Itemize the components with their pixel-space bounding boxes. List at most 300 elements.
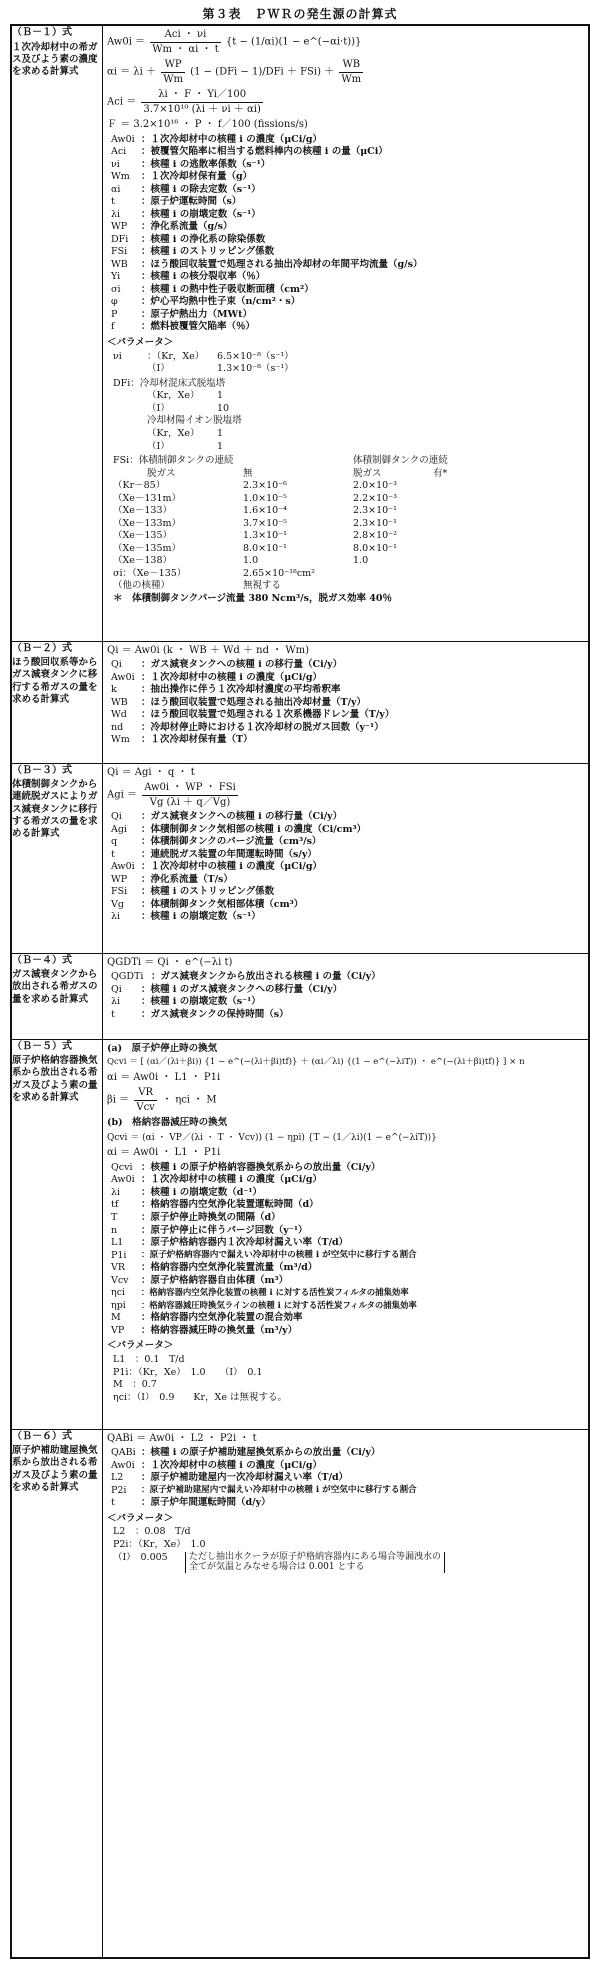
equation-b3-1: Qi ＝ Agi ・ q ・ t bbox=[107, 766, 195, 778]
section-b3-label-cell bbox=[11, 763, 103, 953]
definition-row bbox=[111, 824, 588, 837]
definition-text: ：１次冷却材中の核種 i の濃度（μCi/g） bbox=[141, 133, 322, 145]
definition-row bbox=[111, 1447, 588, 1460]
df-heading: 冷却材陽イオン脱塩塔 bbox=[147, 415, 242, 427]
equation-b5-b2: αi ＝ Aw0i ・ L1 ・ P1i bbox=[107, 1147, 221, 1159]
definition-text: ：ガス減衰タンクの保持時間（s） bbox=[141, 1008, 289, 1020]
definition-text: ：原子炉年間運転時間（d/y） bbox=[141, 1497, 271, 1509]
definition-text: ：核種 i の崩壊定数（d⁻¹） bbox=[141, 1186, 263, 1198]
definition-text: ：ガス減衰タンクへの核種 i の移行量（Ci/y） bbox=[141, 811, 343, 822]
nuclide: （Xe－131m） bbox=[113, 492, 182, 504]
section-b6-label-cell bbox=[11, 1429, 103, 1958]
definition-row bbox=[111, 874, 588, 887]
definition-row bbox=[111, 221, 588, 234]
definition-text: ：ほう酸回収装置で処理される抽出冷却材量（T/y） bbox=[141, 696, 367, 708]
definition-row bbox=[111, 146, 588, 159]
symbol: P1i bbox=[111, 1249, 127, 1261]
definition-row bbox=[111, 1225, 588, 1238]
symbol: f bbox=[111, 321, 115, 333]
definition-text: ：炉心平均熱中性子束（n/cm²・s） bbox=[141, 296, 301, 308]
definition-text: ：１次冷却材保有量（g） bbox=[141, 171, 253, 183]
definition-text: ：体積制御タンク気相部体積（cm³） bbox=[141, 898, 304, 910]
symbol: L2 bbox=[111, 1472, 124, 1484]
symbol: t bbox=[111, 196, 115, 208]
definition-row bbox=[111, 1009, 588, 1022]
symbol: k bbox=[111, 684, 117, 696]
definition-row bbox=[111, 296, 588, 309]
equation-number: （Ｂ－３）式 bbox=[12, 764, 72, 776]
symbol: λi bbox=[111, 996, 121, 1008]
definition-row bbox=[111, 697, 588, 710]
definition-row bbox=[111, 259, 588, 272]
equation-description: 原子炉補助建屋換気系から放出される希ガス及びよう素の量を求める計算式 bbox=[12, 1445, 98, 1494]
numerator: λi ・ F ・ Yi／100 bbox=[141, 88, 263, 103]
definition-row bbox=[111, 984, 588, 997]
fs-value: 2.3×10⁻⁶ bbox=[243, 480, 287, 492]
definition-text: ：核種 i の崩壊定数（s⁻¹） bbox=[141, 911, 261, 923]
case-heading: (a) 原子炉停止時の換気 bbox=[107, 1042, 218, 1054]
definition-text: ：核種 i の熱中性子吸収断面積（cm²） bbox=[141, 283, 314, 295]
definition-row bbox=[111, 861, 588, 874]
symbol: FSi bbox=[111, 246, 128, 258]
symbol: nd bbox=[111, 721, 124, 733]
param-target: ：（Kr，Xe） bbox=[147, 350, 205, 362]
fs-row bbox=[113, 493, 588, 506]
definition-row bbox=[111, 886, 588, 899]
note-line: ただし抽出水クーラが原子炉格納容器内にある場合等漏洩水の bbox=[189, 1551, 442, 1562]
equation-description: ガス減衰タンクから放出される希ガスの量を求める計算式 bbox=[12, 969, 98, 1005]
param-row bbox=[113, 441, 588, 454]
fs-value: 1.0 bbox=[243, 555, 259, 567]
definition-text: ：冷却材停止時における１次冷却材の脱ガス回数（y⁻¹） bbox=[141, 721, 384, 733]
symbol: t bbox=[111, 1008, 115, 1020]
definition-row bbox=[111, 1472, 588, 1485]
numerator: WB bbox=[339, 58, 363, 73]
symbol: Yi bbox=[111, 271, 121, 283]
symbol: αi bbox=[111, 183, 121, 195]
symbol: νi bbox=[111, 158, 120, 170]
definition-row bbox=[111, 1212, 588, 1225]
definition-row bbox=[111, 134, 588, 147]
definition-row bbox=[111, 1300, 588, 1313]
fs-value: 3.7×10⁻⁵ bbox=[243, 517, 287, 529]
denominator: Wm bbox=[163, 73, 183, 85]
sigma-value: 2.65×10⁻¹⁸cm² bbox=[243, 567, 315, 579]
definition-text: ：１次冷却材保有量（T） bbox=[141, 734, 253, 746]
sigma-symbol: σi：（Xe－135） bbox=[113, 567, 187, 579]
definition-text: ：ほう酸回収装置で処理される抽出冷却材の年間平均流量（g/s） bbox=[141, 258, 423, 270]
symbol: T bbox=[111, 1211, 118, 1223]
fs-heading-right: 体積制御タンクの連続 bbox=[353, 455, 448, 467]
symbol: L1 bbox=[111, 1237, 124, 1249]
numerator: Aci ・ νi bbox=[150, 28, 220, 43]
symbol: q bbox=[111, 836, 118, 848]
section-b3-body bbox=[103, 763, 590, 953]
equation-b1-2 bbox=[107, 58, 588, 86]
definition-text: ：ガス減衰タンクから放出される核種 i の量（Ci/y） bbox=[151, 971, 381, 982]
definition-text: ：原子炉停止に伴うパージ回数（y⁻¹） bbox=[141, 1224, 308, 1236]
param-row: M ：0.7 bbox=[113, 1379, 157, 1391]
definition-row bbox=[111, 1287, 588, 1300]
equation-number: （Ｂ－５）式 bbox=[12, 1040, 72, 1052]
sigma-symbol: （他の核種） bbox=[113, 580, 171, 592]
fraction bbox=[142, 781, 238, 809]
definition-row bbox=[111, 234, 588, 247]
definition-text: ：原子炉格納容器内で漏えい冷却材中の核種 i が空気中に移行する割合 bbox=[141, 1249, 417, 1260]
fraction bbox=[141, 88, 263, 116]
equation-description: ほう酸回収系等からガス減衰タンクに移行する希ガスの量を求める計算式 bbox=[12, 657, 98, 706]
equation-description: １次冷却材中の希ガス及びよう素の濃度を求める計算式 bbox=[12, 41, 98, 78]
fs-row bbox=[113, 543, 588, 556]
fs-row bbox=[113, 530, 588, 543]
denominator: Wm bbox=[341, 73, 362, 85]
definition-row bbox=[111, 1237, 588, 1250]
definition-row bbox=[111, 1275, 588, 1288]
definition-text: ：原子炉停止時換気の間隔（d） bbox=[141, 1211, 281, 1223]
parameter-heading: ＜パラメータ＞ bbox=[107, 1340, 174, 1352]
fs-sub: 有* bbox=[433, 467, 448, 479]
definition-row bbox=[111, 246, 588, 259]
definition-row bbox=[111, 1325, 588, 1338]
definition-list-b1 bbox=[103, 134, 588, 335]
fraction bbox=[339, 58, 363, 86]
nuclide: （Xe－135） bbox=[113, 530, 173, 542]
symbol: FSi bbox=[111, 886, 128, 898]
fs-subheader bbox=[113, 468, 588, 481]
definition-row bbox=[111, 209, 588, 222]
definition-row bbox=[111, 271, 588, 284]
bracket-note bbox=[185, 1552, 445, 1574]
symbol: t bbox=[111, 848, 115, 860]
param-row bbox=[113, 351, 588, 364]
param-value: 1 bbox=[217, 390, 224, 402]
definition-row bbox=[111, 1187, 588, 1200]
definition-row bbox=[111, 836, 588, 849]
param-row-last bbox=[113, 1552, 588, 1574]
param-value: 6.5×10⁻⁸（s⁻¹） bbox=[217, 350, 294, 362]
section-b2-label-cell bbox=[11, 641, 103, 763]
definition-text: ：核種 i の原子炉格納容器換気系からの放出量（Ci/y） bbox=[141, 1161, 381, 1173]
symbol: Agi bbox=[111, 823, 127, 835]
symbol: σi bbox=[111, 283, 121, 295]
equation-b1-3 bbox=[107, 88, 588, 116]
equation-b1-1 bbox=[107, 28, 588, 56]
definition-row bbox=[111, 159, 588, 172]
symbol: M bbox=[111, 1312, 121, 1324]
definition-row bbox=[111, 309, 588, 322]
definition-text: ：核種 i の原子炉補助建屋換気系からの放出量（Ci/y） bbox=[141, 1447, 381, 1458]
parameter-heading: ＜パラメータ＞ bbox=[107, 337, 174, 348]
symbol: Aw0i bbox=[111, 861, 135, 873]
fs-value: 8.0×10⁻¹ bbox=[353, 542, 397, 554]
definition-row bbox=[111, 911, 588, 924]
param-target: （I） bbox=[147, 402, 170, 414]
definition-row bbox=[111, 184, 588, 197]
definition-text: ：抽出操作に伴う１次冷却材濃度の平均希釈率 bbox=[141, 684, 341, 696]
symbol: WP bbox=[111, 221, 128, 233]
definition-text: ：１次冷却材中の核種 i の濃度（μCi/g） bbox=[141, 1459, 322, 1471]
section-b2 bbox=[11, 641, 589, 763]
page-title: 第３表 ＰＷＲの発生源の計算式 bbox=[202, 7, 398, 21]
definition-row bbox=[111, 1312, 588, 1325]
definition-text: ：体積制御タンク気相部の核種 i の濃度（Ci/cm³） bbox=[141, 823, 367, 835]
section-b3 bbox=[11, 763, 589, 953]
symbol: λi bbox=[111, 1186, 121, 1198]
fs-value: 1.0 bbox=[353, 555, 369, 567]
equation-b5-b1: Qcvi ＝ (αi ・ VP／(λi ・ T ・ Vcv)) (1 − ηpi) {T − (1／λi)(1 − e^(−λiT))} bbox=[107, 1133, 437, 1144]
fs-row bbox=[113, 555, 588, 568]
denominator: Vg (λi ＋ q／Vg) bbox=[149, 796, 231, 808]
symbol: λi bbox=[111, 911, 121, 923]
definition-row bbox=[111, 899, 588, 912]
fs-value: 8.0×10⁻¹ bbox=[243, 542, 287, 554]
definition-row bbox=[111, 996, 588, 1009]
definition-row bbox=[111, 321, 588, 334]
definition-text: ：原子炉熱出力（MWt） bbox=[141, 308, 253, 320]
param-value: 1 bbox=[217, 428, 224, 439]
section-b1 bbox=[11, 25, 589, 641]
fraction bbox=[161, 58, 185, 86]
param-row bbox=[113, 363, 588, 376]
symbol: tf bbox=[111, 1199, 119, 1211]
definition-row bbox=[111, 659, 588, 672]
symbol: Aw0i bbox=[111, 671, 135, 683]
symbol: WB bbox=[111, 696, 128, 708]
equation-b5-a2: αi ＝ Aw0i ・ L1 ・ P1i bbox=[107, 1071, 221, 1083]
param-subheading bbox=[113, 378, 588, 391]
formula-table bbox=[10, 24, 590, 1959]
symbol: Qi bbox=[111, 659, 122, 670]
param-value: 1.3×10⁻⁸（s⁻¹） bbox=[217, 363, 294, 375]
definition-row bbox=[111, 672, 588, 685]
eq-lhs: αi ＝ λi ＋ bbox=[107, 66, 157, 78]
definition-text: ：核種 i の浄化系の除染係数 bbox=[141, 233, 266, 245]
param-value: 10 bbox=[217, 402, 230, 414]
definition-text: ：格納容器内空気浄化装置の核種 i に対する活性炭フィルタの捕集効率 bbox=[141, 1287, 409, 1298]
equation-number: （Ｂ－４）式 bbox=[12, 954, 72, 966]
equation-number: （Ｂ－１）式 bbox=[12, 27, 72, 38]
df-heading: DFi：冷却材混床式脱塩塔 bbox=[113, 377, 226, 389]
nuclide: （Xe－135m） bbox=[113, 542, 182, 554]
definition-text: ：核種 i の核分裂収率（％） bbox=[141, 271, 266, 283]
symbol: Qi bbox=[111, 811, 122, 822]
symbol: ηpi bbox=[111, 1299, 126, 1311]
symbol: Qcvi bbox=[111, 1161, 133, 1173]
symbol: φ bbox=[111, 296, 118, 308]
symbol: n bbox=[111, 1224, 118, 1236]
fs-header bbox=[113, 455, 588, 468]
definition-row bbox=[111, 1497, 588, 1510]
nuclide: （Xe－133m） bbox=[113, 517, 182, 529]
param-target: （Kr，Xe） bbox=[147, 390, 200, 402]
definition-text: ：格納容器内空気浄化装置流量（m³/d） bbox=[141, 1262, 318, 1274]
fs-row bbox=[113, 480, 588, 493]
nuclide: （Xe－133） bbox=[113, 505, 173, 517]
eq-lhs: Agi ＝ bbox=[107, 789, 137, 801]
definition-text: ：浄化系流量（T/s） bbox=[141, 873, 233, 885]
param-row: ηci：（I） 0.9 Kr，Xe は無視する。 bbox=[113, 1391, 287, 1403]
section-b6 bbox=[11, 1429, 589, 1958]
symbol: WB bbox=[111, 258, 128, 270]
definition-row bbox=[111, 1460, 588, 1473]
definition-row bbox=[111, 684, 588, 697]
symbol: VR bbox=[111, 1262, 126, 1274]
symbol: Vcv bbox=[111, 1274, 129, 1286]
symbol: P bbox=[111, 308, 118, 320]
definition-text: ：核種 i のストリッピング係数 bbox=[141, 246, 275, 258]
definition-text: ：原子炉補助建屋内一次冷却材漏えい率（T/d） bbox=[141, 1472, 349, 1484]
definition-row bbox=[111, 709, 588, 722]
section-b4-label-cell bbox=[11, 953, 103, 1039]
fs-sub: 無 bbox=[243, 467, 253, 479]
eq-lhs: βi ＝ bbox=[107, 1094, 130, 1106]
section-b1-label-cell bbox=[11, 25, 103, 641]
sigma-row bbox=[113, 580, 588, 593]
symbol: DFi bbox=[111, 233, 129, 245]
definition-row bbox=[111, 971, 588, 984]
denominator: Vcv bbox=[136, 1101, 155, 1113]
param-target: （Kr，Xe） bbox=[147, 428, 200, 439]
numerator: VR bbox=[134, 1086, 156, 1101]
definition-row bbox=[111, 196, 588, 209]
param-value: （I） 0.005 bbox=[113, 1551, 168, 1563]
param-row: P2i：（Kr，Xe） 1.0 bbox=[113, 1539, 206, 1550]
fs-value: 2.3×10⁻¹ bbox=[353, 517, 397, 529]
definition-text: ：１次冷却材中の核種 i の濃度（μCi/g） bbox=[141, 671, 322, 683]
fs-row bbox=[113, 518, 588, 531]
equation-b5-a3 bbox=[107, 1086, 588, 1114]
definition-text: ：格納容器減圧時換気ラインの核種 i に対する活性炭フィルタの捕集効率 bbox=[141, 1299, 417, 1310]
definition-text: ：浄化系流量（g/s） bbox=[141, 221, 233, 233]
denominator: Wm ・ αi ・ t bbox=[152, 43, 219, 55]
param-value: 1 bbox=[217, 440, 224, 452]
fs-value: 2.3×10⁻¹ bbox=[353, 505, 397, 517]
definition-row bbox=[111, 849, 588, 862]
eq-tail: {t − (1/αi)(1 − e^(−αi·t))} bbox=[225, 36, 362, 48]
definition-row bbox=[111, 722, 588, 735]
fs-row bbox=[113, 505, 588, 518]
symbol: Vg bbox=[111, 898, 124, 910]
param-row bbox=[113, 428, 588, 441]
fs-value: 1.0×10⁻⁵ bbox=[243, 492, 287, 504]
param-subheading bbox=[113, 415, 588, 428]
symbol: Aw0i bbox=[111, 1174, 135, 1186]
footnote: ＊ 体積制御タンクパージ流量 380 Ncm³/s，脱ガス効率 40％ bbox=[113, 592, 393, 604]
symbol: t bbox=[111, 1497, 115, 1509]
section-b6-body bbox=[103, 1429, 590, 1958]
equation-b6: QABi ＝ Aw0i ・ L2 ・ P2i ・ t bbox=[107, 1432, 257, 1444]
definition-text: ：ガス減衰タンクへの核種 i の移行量（Ci/y） bbox=[141, 659, 343, 670]
param-row: L2 ：0.08 T/d bbox=[113, 1526, 191, 1538]
fs-value: 1.3×10⁻¹ bbox=[243, 530, 287, 542]
fs-sub: 脱ガス bbox=[147, 467, 176, 479]
symbol: Wd bbox=[111, 709, 127, 721]
case-heading: (b) 格納容器減圧時の換気 bbox=[107, 1117, 228, 1129]
section-b4 bbox=[11, 953, 589, 1039]
fraction bbox=[134, 1086, 156, 1114]
equation-b5-a1: Qcvi ＝ [ (αi／(λi＋βi)) {1 − e^(−(λi＋βi)tf)} ＋ (αi／λi) {(1 − e^(−λiT)) ・ e^(−(λi＋βi)tf)} ] × n bbox=[107, 1057, 525, 1068]
fraction bbox=[150, 28, 220, 56]
definition-text: ：核種 i の除去定数（s⁻¹） bbox=[141, 183, 261, 195]
fs-value: 2.0×10⁻³ bbox=[353, 480, 397, 492]
fs-heading-left: FSi：体積制御タンクの連続 bbox=[113, 455, 234, 467]
param-row: L1 ：0.1 T/d bbox=[113, 1354, 185, 1366]
sigma-row bbox=[113, 568, 588, 581]
definition-row bbox=[111, 1262, 588, 1275]
symbol: VP bbox=[111, 1324, 125, 1336]
definition-text: ：燃料被覆管欠陥率（％） bbox=[141, 321, 256, 333]
param-symbol: νi bbox=[113, 350, 122, 362]
fs-value: 2.2×10⁻³ bbox=[353, 492, 397, 504]
symbol: P2i bbox=[111, 1484, 127, 1496]
definition-text: ：格納容器減圧時の換気量（m³/y） bbox=[141, 1324, 298, 1336]
fs-value: 1.6×10⁻⁴ bbox=[243, 505, 287, 517]
nuclide: （Kr－85） bbox=[113, 480, 166, 492]
section-b5 bbox=[11, 1039, 589, 1429]
eq-tail: ・ ηci ・ M bbox=[162, 1094, 217, 1106]
definition-text: ：核種 i のストリッピング係数 bbox=[141, 886, 275, 898]
sigma-value: 無視する bbox=[243, 580, 282, 592]
symbol: Aci bbox=[111, 146, 127, 158]
symbol: Aw0i bbox=[111, 133, 135, 145]
definition-text: ：核種 i の崩壊定数（s⁻¹） bbox=[141, 208, 261, 220]
definition-text: ：核種 i の逃散率係数（s⁻¹） bbox=[141, 158, 271, 170]
param-target: （I） bbox=[147, 440, 170, 452]
symbol: QGDTi bbox=[111, 971, 144, 982]
definition-text: ：原子炉補助建屋内で漏えい冷却材中の核種 i が空気中に移行する割合 bbox=[141, 1484, 417, 1495]
section-b4-body bbox=[103, 953, 590, 1039]
symbol: λi bbox=[111, 208, 121, 220]
eq-lhs: Aci ＝ bbox=[107, 96, 137, 108]
definition-text: ：格納容器内空気浄化装置運転時間（d） bbox=[141, 1199, 319, 1211]
definition-row bbox=[111, 1250, 588, 1263]
equation-number: （Ｂ－２）式 bbox=[12, 642, 72, 654]
definition-row bbox=[111, 1162, 588, 1175]
definition-text: ：被覆管欠陥率に相当する燃料棒内の核種 i の量（μCi） bbox=[141, 146, 388, 158]
definition-text: ：連続脱ガス装置の年間運転時間（s/y） bbox=[141, 848, 317, 860]
symbol: ηci bbox=[111, 1287, 126, 1299]
eq-lhs: Aw0i ＝ bbox=[107, 36, 146, 48]
equation-b4: QGDTi ＝ Qi ・ e^(−λi t) bbox=[107, 956, 233, 968]
section-b5-label-cell bbox=[11, 1039, 103, 1429]
equation-b2: Qi ＝ Aw0i (k ・ WB ＋ Wd ＋ nd ・ Wm) bbox=[107, 644, 310, 656]
param-symbol bbox=[113, 363, 147, 376]
section-b2-body bbox=[103, 641, 590, 763]
param-row: P1i：（Kr，Xe） 1.0 （I） 0.1 bbox=[113, 1366, 263, 1378]
definition-text: ：体積制御タンクのパージ流量（cm³/s） bbox=[141, 836, 322, 848]
definition-text: ：ほう酸回収装置で処理される１次系機器ドレン量（T/y） bbox=[141, 709, 395, 721]
definition-text: ：格納容器内空気浄化装置の混合効率 bbox=[141, 1312, 303, 1324]
symbol: Qi bbox=[111, 983, 122, 995]
definition-row bbox=[111, 171, 588, 184]
equation-description: 体積制御タンクから連続脱ガスによりガス減衰タンクに移行する希ガスの量を求める計算式 bbox=[12, 779, 98, 840]
symbol: Aw0i bbox=[111, 1459, 135, 1471]
numerator: WP bbox=[161, 58, 185, 73]
definition-text: ：原子炉運転時間（s） bbox=[141, 196, 242, 208]
definition-text: ：１次冷却材中の核種 i の濃度（μCi/g） bbox=[141, 861, 322, 873]
equation-b1-4: Ｆ ＝ 3.2×10¹⁶ ・ P ・ f／100 (fissions/s) bbox=[107, 119, 308, 130]
note-line: 全てが気温とみなせる場合は 0.001 とする bbox=[189, 1562, 365, 1573]
definition-text: ：１次冷却材中の核種 i の濃度（μCi/g） bbox=[141, 1174, 322, 1186]
section-b1-body bbox=[103, 25, 590, 641]
definition-row bbox=[111, 811, 588, 824]
fs-value: 2.8×10⁻² bbox=[353, 530, 397, 542]
definition-row bbox=[111, 1174, 588, 1187]
definition-row bbox=[111, 1485, 588, 1498]
definition-row bbox=[111, 734, 588, 747]
definition-row bbox=[111, 284, 588, 297]
param-target: （I） bbox=[147, 363, 170, 375]
